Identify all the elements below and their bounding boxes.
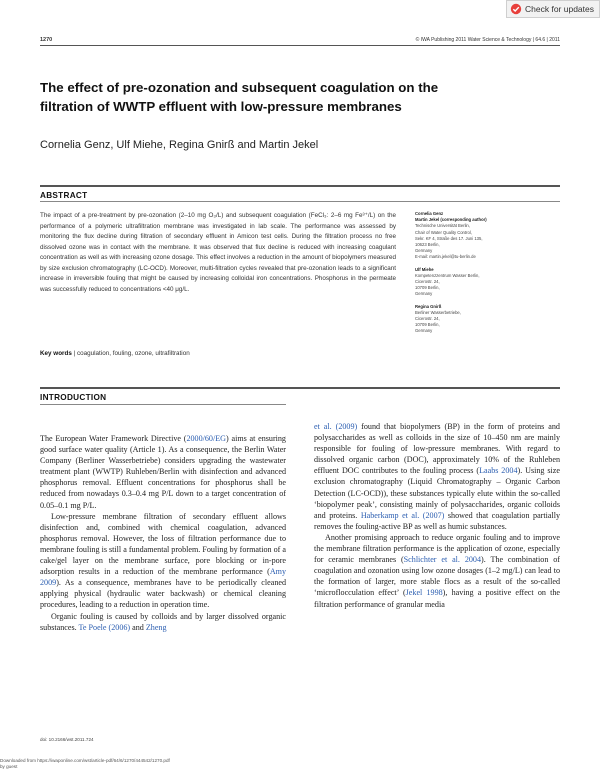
affiliation-name: Regina Gnirß — [415, 303, 442, 309]
keywords-label: Key words — [40, 350, 72, 357]
header-rule — [40, 45, 560, 46]
intro-paragraph — [40, 433, 286, 511]
journal-info: © IWA Publishing 2011 Water Science & Technology | 64.6 | 2011 — [415, 37, 560, 43]
introduction-heading: INTRODUCTION — [40, 393, 107, 402]
affiliation-name: Ulf Miehe — [415, 266, 434, 272]
download-notice: by guest — [0, 764, 18, 769]
intro-text: ). As a consequence, membranes have to be periodically cleaned applying physical (hydraulic water backwash) or chemical cleaning procedures, leading to a reduction in operation time. — [40, 578, 286, 610]
affiliation-block — [415, 267, 560, 298]
intro-text: ), having a positive effect on the filtration performance of granular media — [314, 588, 560, 609]
abstract-subrule — [40, 201, 560, 202]
introduction-subrule — [40, 404, 286, 405]
intro-text: Organic fouling is caused by colloids and by larger dissolved organic substances. — [40, 611, 286, 632]
introduction-rule — [40, 387, 560, 389]
citation-link[interactable]: et al. (2009) — [314, 422, 358, 431]
abstract-rule — [40, 185, 560, 187]
paper-title: The effect of pre-ozonation and subsequent coagulation on the filtration of WWTP effluent with low-pressure membranes — [40, 80, 439, 114]
intro-paragraph — [314, 532, 560, 610]
affiliation-line: Kompetenzzentrum Wasser Berlin, — [415, 272, 480, 278]
intro-text: ) aims at ensuring good surface water quality (Article 1). As a consequence, the Berlin Water Company (Berliner Wasserbetriebe) considers upgrading the wastewater treatment plant (WWTP) Ruhleben/Berlin with disinfection and advanced phosphorus removal. Effluent concentrations for phosphorus shall be reduced from nowadays 0.3–0.4 mg P/L down to a target concentration of 0.05–0.1 mg P/L. — [40, 434, 286, 510]
check-for-updates-label: Check for updates — [525, 4, 594, 14]
page-number: 1270 — [40, 37, 53, 43]
citation-link[interactable]: Te Poele (2006) — [78, 622, 131, 632]
affiliation-line: Cicerostr. 24, — [415, 279, 440, 285]
intro-right-column — [314, 421, 560, 610]
affiliation-line: 10709 Berlin, — [415, 285, 440, 291]
citation-link[interactable]: Amy 2009 — [40, 567, 286, 588]
affiliation-block — [415, 211, 560, 261]
download-notice[interactable]: Downloaded from https://iwaponline.com/wst/article-pdf/64/6/1270/444542/1270.pdf — [0, 758, 170, 763]
citation-link[interactable]: 2000/60/EG — [186, 434, 227, 443]
intro-paragraph — [40, 611, 286, 633]
intro-text: The European Water Framework Directive ( — [40, 434, 187, 443]
abstract-body — [40, 211, 396, 295]
check-for-updates-icon — [510, 3, 522, 15]
affiliations — [415, 211, 560, 341]
affiliation-line: Germany — [415, 248, 433, 254]
affiliation-line: Cicerostr. 24, — [415, 316, 440, 322]
abstract-heading: ABSTRACT — [40, 191, 88, 200]
citation-link[interactable]: Zheng — [145, 622, 167, 632]
intro-paragraph — [314, 421, 560, 532]
citation-link[interactable]: Schlichter et al. 2004 — [403, 555, 482, 565]
abstract-text: The impact of a pre-treatment by pre-ozonation (2–10 mg O₃/L) and subsequent coagulation (FeCl₃: 2–6 mg Fe³⁺/L) on the performance of a polymeric ultrafiltration membrane was investigated in lab scale. The performance was assessed by monitoring the flux decline during filtration of secondary effluent in Amicon test cells. During the filtration process no free dissolved ozone was in contact with the membrane. It was observed that flux decline is reduced with increasing coagulant concentration as well as with increasing ozone dosage. This effect involves a reduction in the amount of biopolymers measured by size exclusion chromatography (LC-OCD). Moreover, multi-filtration cycles revealed that pre-ozonation leads to a significant increase in irreversible fouling that might be caused by increasing colloidal iron concentrations. Phosphorus in the permeate was successfully reduced to concentrations <40 μg/L. — [40, 212, 396, 293]
affiliation-line: Martin Jekel (corresponding author) — [415, 217, 487, 223]
paper-authors: Cornelia Genz, Ulf Miehe, Regina Gnirß and Martin Jekel — [40, 139, 319, 151]
affiliation-line: 10623 Berlin, — [415, 242, 440, 248]
citation-link[interactable]: Laabs 2004 — [479, 466, 518, 476]
citation-link[interactable]: Jekel 1998 — [405, 588, 443, 598]
affiliation-line: Germany — [415, 328, 433, 334]
intro-text: ). The combination of coagulation and ozonation using low ozone dosages (1–2 mg/L) can lead to the formation of larger, more stable flocs as a result of the so-called ‘microflocculation effect’ ( — [314, 555, 560, 598]
intro-left-column — [40, 433, 286, 633]
affiliation-line: 10709 Berlin, — [415, 322, 440, 328]
intro-text: Another promising approach to reduce organic fouling and to improve the membrane filtration performance is the application of ozone, especially for ceramic membranes ( — [314, 532, 560, 565]
intro-text: and — [130, 622, 146, 632]
affiliation-email[interactable]: E-mail: martin.jekel@tu-berlin.de — [415, 254, 476, 260]
intro-text: showed that coagulation partially removes the fouling-active BP as well as humic substances. — [314, 510, 560, 531]
intro-paragraph — [40, 511, 286, 611]
citation-link[interactable]: Haberkamp et al. (2007) — [360, 510, 445, 520]
intro-text: ). Using size exclusion chromatography (Liquid Chromatography – Organic Carbon Detection (LC-OCD)), these substances typically elute within the so-called ‘biopolymer peak’, consisting mainly of polysaccharides, organic colloids and proteins. — [314, 466, 560, 520]
keywords — [40, 350, 396, 357]
intro-text: found that biopolymers (BP) in the form of proteins and polysaccharides as well as colloids in the size of 10–450 nm are mainly responsible for fouling of low-pressure membranes. With regard to dissolved organic carbon (DOC), approximately 10% of the Ruhleben effluent DOC contributes to the fouling process ( — [314, 422, 560, 476]
affiliation-line: Chair of Water Quality Control, — [415, 229, 472, 235]
affiliation-line: Sekr. KF 4, Straße des 17. Juni 135, — [415, 235, 483, 241]
check-for-updates-button[interactable] — [506, 0, 600, 18]
intro-text: Low-pressure membrane filtration of secondary effluent allows disinfection and, combined with chemical coagulation, advanced phosphorus removal. However, the loss of filtration performance due to membrane fouling is still a fundamental problem. Fouling by formation of a cake/gel layer on the membrane surface, pore blocking or in-pore adsorption results in a reduction of the membrane performance ( — [40, 511, 286, 577]
affiliation-line: Germany — [415, 291, 433, 297]
doi[interactable]: doi: 10.2166/wst.2011.724 — [40, 737, 94, 742]
running-header — [40, 35, 560, 47]
affiliation-block — [415, 304, 560, 335]
affiliation-line: Berliner Wasserbetriebe, — [415, 309, 461, 315]
affiliation-name: Cornelia Genz — [415, 211, 444, 216]
affiliation-line: Technische Universität Berlin, — [415, 223, 470, 229]
keywords-list: | coagulation, fouling, ozone, ultrafiltration — [73, 350, 190, 357]
